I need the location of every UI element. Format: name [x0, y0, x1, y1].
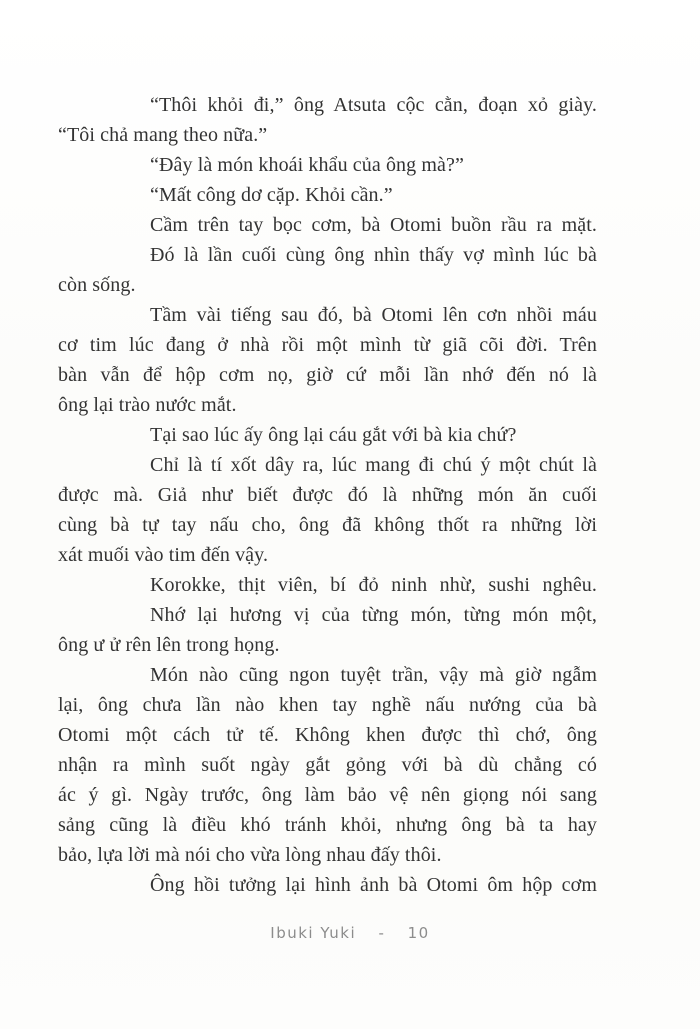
- text-line: Korokke, thịt viên, bí đỏ ninh nhừ, sushi nghêu.: [150, 574, 597, 596]
- text-line: Ông hồi tưởng lại hình ảnh bà Otomi ôm hộp cơm: [150, 874, 597, 896]
- text-line: được mà. Giả như biết được đó là những món ăn cuối: [58, 484, 597, 506]
- text-line: cùng bà tự tay nấu cho, ông đã không thốt ra những lời: [58, 514, 597, 536]
- text-line: “Thôi khỏi đi,” ông Atsuta cộc cằn, đoạn xỏ giày.: [150, 94, 597, 116]
- text-line: ông lại trào nước mắt.: [58, 394, 237, 416]
- text-line: “Mất công dơ cặp. Khỏi cần.”: [150, 184, 393, 206]
- text-line: ác ý gì. Ngày trước, ông làm bảo vệ nên giọng nói sang: [58, 784, 597, 806]
- text-line: Otomi một cách tử tế. Không khen được thì chớ, ông: [58, 724, 597, 746]
- page-footer: [0, 924, 700, 942]
- text-line: Chỉ là tí xốt dây ra, lúc mang đi chú ý một chút là: [150, 454, 597, 476]
- text-line: Nhớ lại hương vị của từng món, từng món một,: [150, 604, 597, 626]
- text-line: còn sống.: [58, 274, 136, 296]
- text-line: Đó là lần cuối cùng ông nhìn thấy vợ mình lúc bà: [150, 244, 597, 266]
- footer-author: Ibuki Yuki: [270, 924, 357, 942]
- text-line: sảng cũng là điều khó tránh khỏi, nhưng ông bà ta hay: [58, 814, 597, 836]
- text-line: “Đây là món khoái khẩu của ông mà?”: [150, 154, 464, 176]
- text-line: bảo, lựa lời mà nói cho vừa lòng nhau đấy thôi.: [58, 844, 442, 866]
- text-line: Cầm trên tay bọc cơm, bà Otomi buồn rầu ra mặt.: [150, 214, 597, 236]
- footer-page-number: 10: [407, 924, 430, 942]
- text-line: cơ tim lúc đang ở nhà rồi một mình từ giã cõi đời. Trên: [58, 334, 597, 356]
- text-line: bàn vẫn để hộp cơm nọ, giờ cứ mỗi lần nhớ đến nó là: [58, 364, 597, 386]
- footer-separator-dash: -: [378, 924, 386, 942]
- text-line: ông ư ử rên lên trong họng.: [58, 634, 280, 656]
- page-text: [58, 90, 597, 900]
- text-line: Món nào cũng ngon tuyệt trần, vậy mà giờ ngẫm: [150, 664, 597, 686]
- text-line: Tại sao lúc ấy ông lại cáu gắt với bà kia chứ?: [150, 424, 517, 446]
- text-line: “Tôi chả mang theo nữa.”: [58, 124, 268, 146]
- text-line: nhận ra mình suốt ngày gắt gỏng với bà dù chẳng có: [58, 754, 597, 776]
- text-line: xát muối vào tim đến vậy.: [58, 544, 269, 566]
- text-line: lại, ông chưa lần nào khen tay nghề nấu nướng của bà: [58, 694, 597, 716]
- text-line: Tầm vài tiếng sau đó, bà Otomi lên cơn nhồi máu: [150, 304, 597, 326]
